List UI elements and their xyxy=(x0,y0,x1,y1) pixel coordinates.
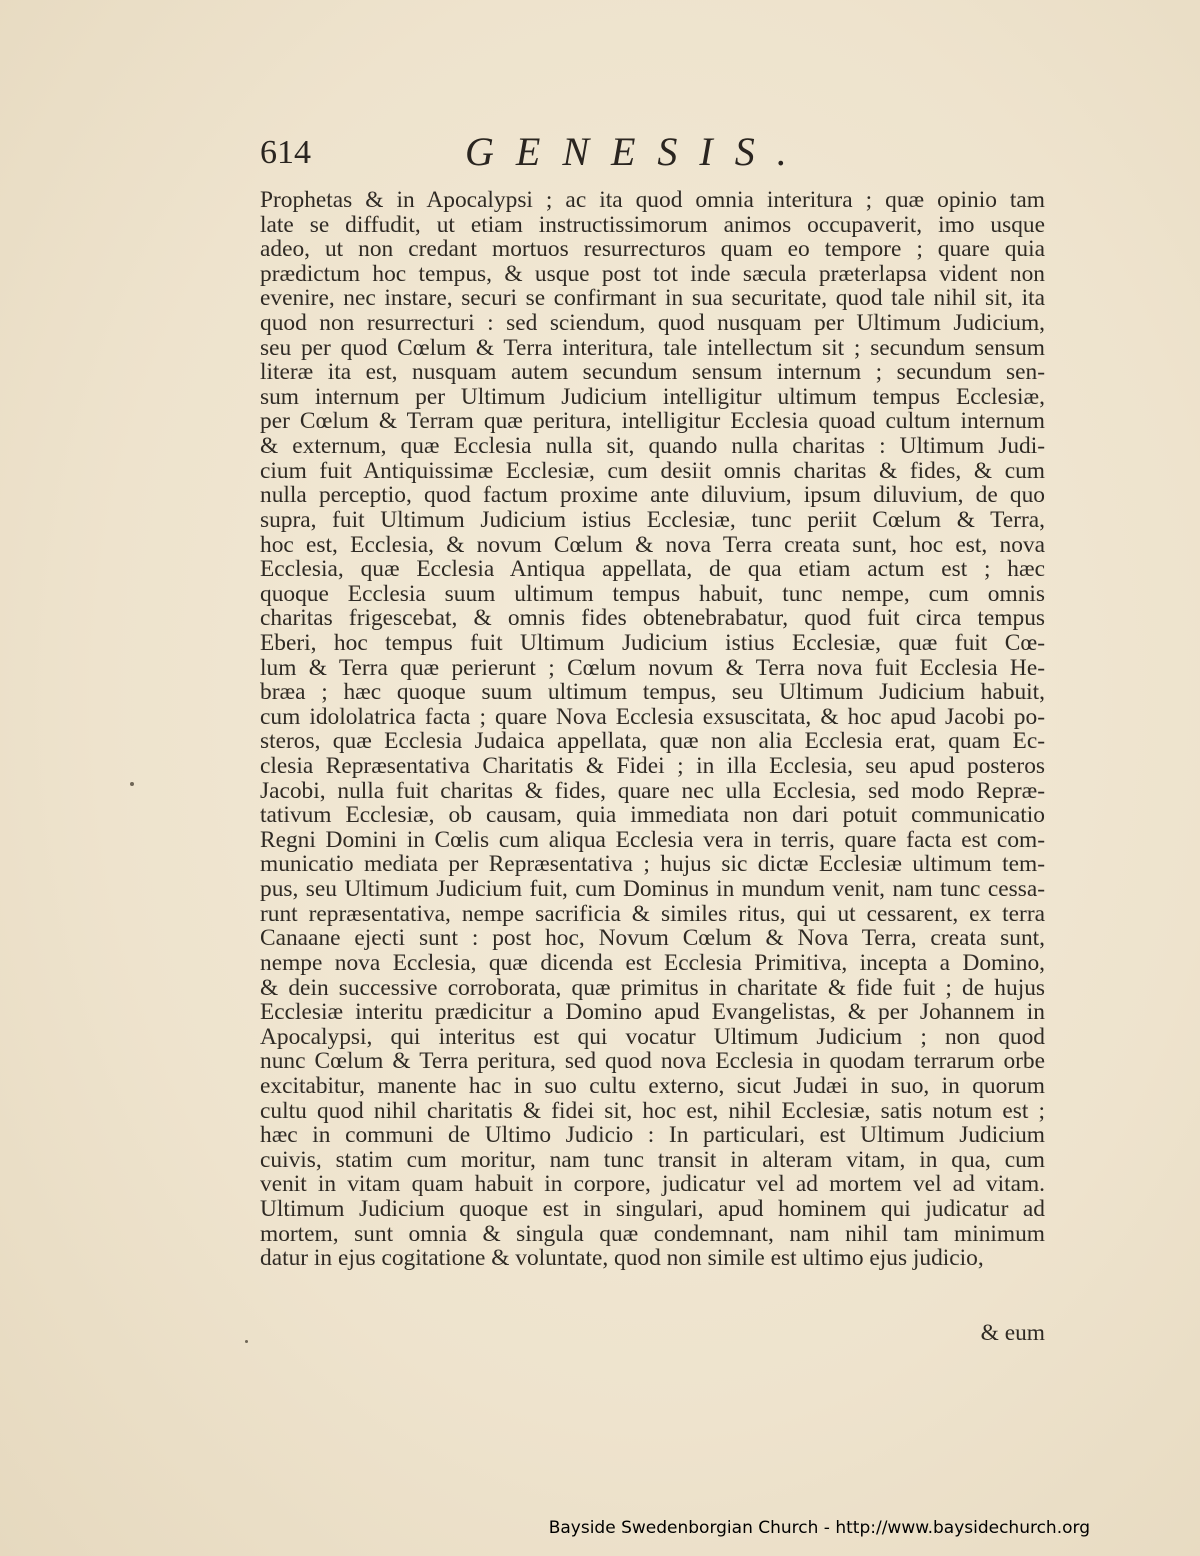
text-line: charitas frigescebat, & omnis fides obtenebrabatur, quod fuit circa tempus xyxy=(260,605,1045,632)
text-line: per Cœlum & Terram quæ peritura, intelligitur Ecclesia quoad cultum internum xyxy=(260,408,1045,435)
text-line: cultu quod nihil charitatis & fidei sit, hoc est, nihil Ecclesiæ, satis notum est ; xyxy=(260,1097,1045,1124)
text-line: mortem, sunt omnia & singula quæ condemnant, nam nihil tam minimum xyxy=(260,1220,1045,1247)
text-line: Eberi, hoc tempus fuit Ultimum Judicium istius Ecclesiæ, quæ fuit Cœ- xyxy=(260,629,1045,656)
text-line: cum idololatrica facta ; quare Nova Ecclesia exsuscitata, & hoc apud Jacobi po- xyxy=(260,703,1045,730)
ink-speck xyxy=(245,1340,248,1343)
text-line: steros, quæ Ecclesia Judaica appellata, quæ non alia Ecclesia erat, quam Ec- xyxy=(260,728,1045,755)
text-line: quod non resurrecturi : sed sciendum, quod nusquam per Ultimum Judicium, xyxy=(260,310,1045,337)
text-line: Ecclesia, quæ Ecclesia Antiqua appellata, de qua etiam actum est ; hæc xyxy=(260,556,1045,583)
text-line: runt repræsentativa, nempe sacrificia & similes ritus, qui ut cessarent, ex terra xyxy=(260,900,1045,927)
text-line: Jacobi, nulla fuit charitas & fides, quare nec ulla Ecclesia, sed modo Repræ- xyxy=(260,777,1045,804)
text-line: sum internum per Ultimum Judicium intelligitur ultimum tempus Ecclesiæ, xyxy=(260,383,1045,410)
ink-speck xyxy=(130,782,134,786)
text-line: municatio mediata per Repræsentativa ; hujus sic dictæ Ecclesiæ ultimum tem- xyxy=(260,851,1045,878)
text-line: excitabitur, manente hac in suo cultu externo, sicut Judæi in suo, in quorum xyxy=(260,1072,1045,1099)
text-line: clesia Repræsentativa Charitatis & Fidei ; in illa Ecclesia, seu apud posteros xyxy=(260,753,1045,780)
text-line: pus, seu Ultimum Judicium fuit, cum Dominus in mundum venit, nam tunc cessa- xyxy=(260,876,1045,903)
text-line: nulla perceptio, quod factum proxime ante diluvium, ipsum diluvium, de quo xyxy=(260,482,1045,509)
text-line: Ecclesiæ interitu prædicitur a Domino apud Evangelistas, & per Johannem in xyxy=(260,999,1045,1026)
text-line: bræa ; hæc quoque suum ultimum tempus, seu Ultimum Judicium habuit, xyxy=(260,679,1045,706)
running-title: GENESIS. xyxy=(465,129,809,174)
text-line: prædictum hoc tempus, & usque post tot inde sæcula præterlapsa vident non xyxy=(260,260,1045,287)
text-line: Ultimum Judicium quoque est in singulari, apud hominem qui judicatur ad xyxy=(260,1195,1045,1222)
text-line: adeo, ut non credant mortuos resurrecturos quam eo tempore ; quare quia xyxy=(260,236,1045,263)
text-line: Regni Domini in Cœlis cum aliqua Ecclesia vera in terris, quare facta est com- xyxy=(260,826,1045,853)
page-number: 614 xyxy=(260,134,311,171)
page-header xyxy=(260,128,1050,184)
text-line: Canaane ejecti sunt : post hoc, Novum Cœlum & Nova Terra, creata sunt, xyxy=(260,925,1045,952)
text-line: late se diffudit, ut etiam instructissimorum animos occupaverit, imo usque xyxy=(260,211,1045,238)
text-line: hæc in communi de Ultimo Judicio : In particulari, est Ultimum Judicium xyxy=(260,1122,1045,1149)
text-line: & dein successive corroborata, quæ primitus in charitate & fide fuit ; de hujus xyxy=(260,974,1045,1001)
text-line: cium fuit Antiquissimæ Ecclesiæ, cum desiit omnis charitas & fides, & cum xyxy=(260,457,1045,484)
text-line: cuivis, statim cum moritur, nam tunc transit in alteram vitam, in qua, cum xyxy=(260,1146,1045,1173)
text-line: & externum, quæ Ecclesia nulla sit, quando nulla charitas : Ultimum Judi- xyxy=(260,433,1045,460)
text-line: hoc est, Ecclesia, & novum Cœlum & nova Terra creata sunt, hoc est, nova xyxy=(260,531,1045,558)
text-line: nunc Cœlum & Terra peritura, sed quod nova Ecclesia in quodam terrarum orbe xyxy=(260,1048,1045,1075)
catchword: & eum xyxy=(980,1320,1045,1346)
watermark-text: Bayside Swedenborgian Church - http://www.baysidechurch.org xyxy=(548,1518,1090,1538)
text-line: Prophetas & in Apocalypsi ; ac ita quod omnia interitura ; quæ opinio tam xyxy=(260,187,1045,213)
text-line: datur in ejus cogitatione & voluntate, quod non simile est ultimo ejus judicio, xyxy=(260,1245,984,1272)
text-line: evenire, nec instare, securi se confirmant in sua securitate, quod tale nihil sit, ita xyxy=(260,285,1045,312)
body-text xyxy=(260,188,1045,1271)
text-line: lum & Terra quæ perierunt ; Cœlum novum & Terra nova fuit Ecclesia He- xyxy=(260,654,1045,681)
text-line: seu per quod Cœlum & Terra interitura, tale intellectum sit ; secundum sensum xyxy=(260,334,1045,361)
text-line: nempe nova Ecclesia, quæ dicenda est Ecclesia Primitiva, incepta a Domino, xyxy=(260,949,1045,976)
text-line: Apocalypsi, qui interitus est qui vocatur Ultimum Judicium ; non quod xyxy=(260,1023,1045,1050)
text-line: quoque Ecclesia suum ultimum tempus habuit, tunc nempe, cum omnis xyxy=(260,580,1045,607)
text-line: tativum Ecclesiæ, ob causam, quia immediata non dari potuit communicatio xyxy=(260,802,1045,829)
text-line: literæ ita est, nusquam autem secundum sensum internum ; secundum sen- xyxy=(260,359,1045,386)
text-line: venit in vitam quam habuit in corpore, judicatur vel ad mortem vel ad vitam. xyxy=(260,1171,1045,1198)
text-line: supra, fuit Ultimum Judicium istius Ecclesiæ, tunc periit Cœlum & Terra, xyxy=(260,506,1045,533)
